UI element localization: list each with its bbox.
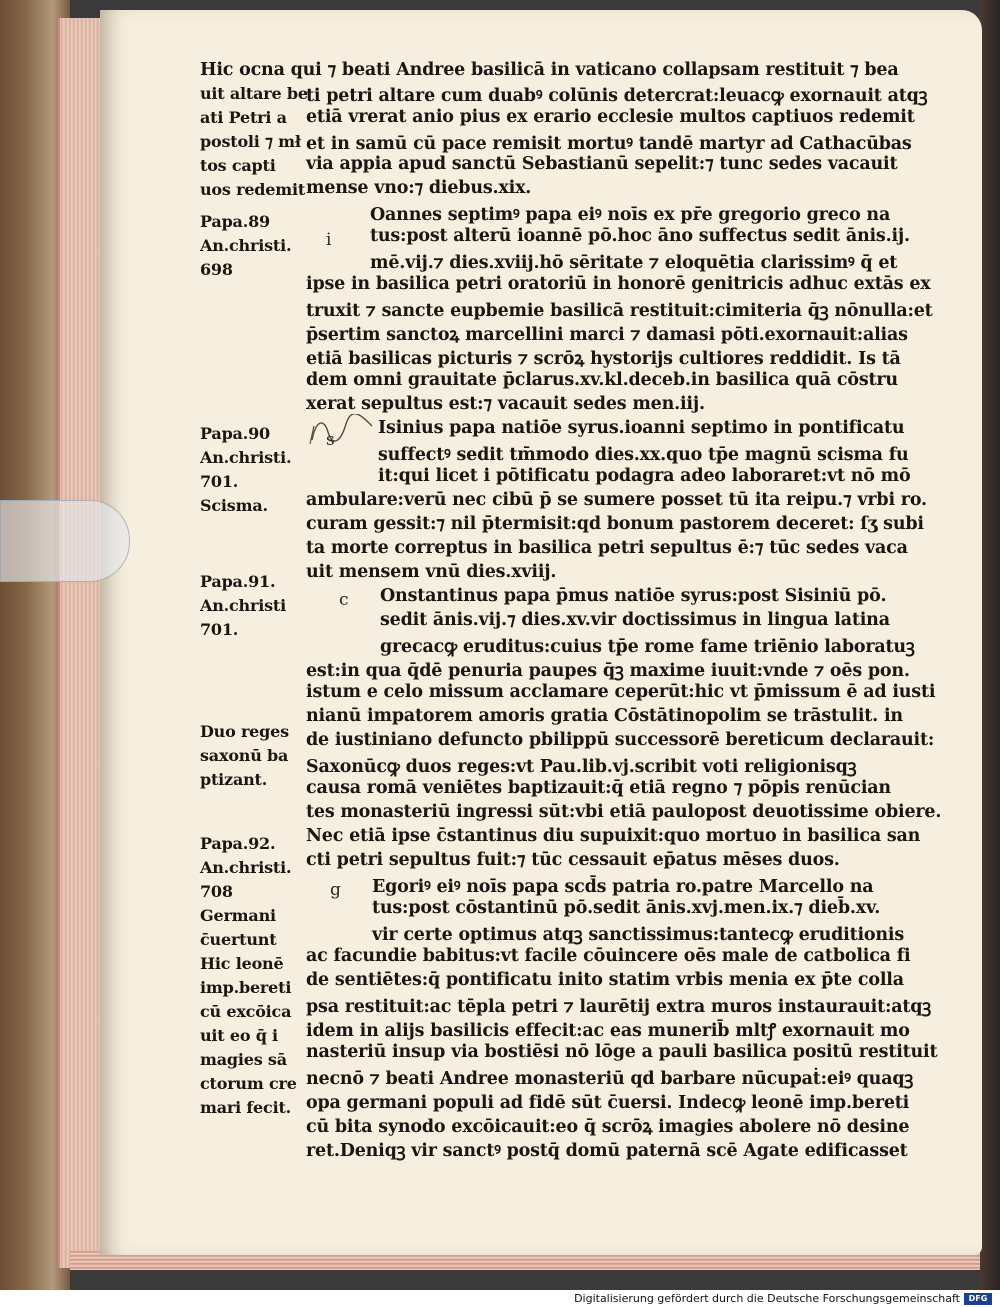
text-line: ac facundie babitus:vt facile cōuincere oēs male de catbolica fi [306,946,911,966]
margin-note: postoli ⁊ mł [200,132,301,151]
text-line: de iustiniano defuncto pbilippū successorē bereticum declarauit: [306,730,935,750]
initial-guide-letter: c [339,590,349,610]
margin-note: ptizant. [200,770,268,789]
text-line: sedit ānis.vij.⁊ dies.xv.vir doctissimus in lingua latina [380,610,890,630]
margin-note: magies sā [200,1050,287,1069]
text-line: Nec etiā ipse c̄stantinus diu supuixit:quo mortuo in basilica san [306,826,921,846]
text-line: psa restituit:ac tēpla petri ⁊ laurētij extra muros instaurauit:atqꝫ [306,997,932,1017]
margin-note: Scisma. [200,496,268,515]
text-line: Isinius papa natiōe syrus.ioanni septimo in pontificatu [378,418,905,438]
text-line: cti petri sepultus fuit:⁊ tūc cessauit ep̄atus mēses duos. [306,850,840,870]
text-line: it:qui licet i pōtificatu podagra adeo laboraret:vt nō mō [378,466,911,486]
margin-note: uit altare be [200,84,308,103]
text-line: et in samū cū pace remisit mortuꝰ tandē martyr ad Cathacūbas [306,134,912,154]
initial-guide-letter: i [326,230,332,250]
text-line: causa romā veniētes baptizauit:q̄ etiā regno ⁊ pōpis renūcian [306,778,891,798]
text-line: Hic ocna qui ⁊ beati Andree basilicā in vaticano collapsam restituit ⁊ bea [200,60,899,80]
margin-note: 698 [200,260,233,279]
initial-guide-letter: g [330,880,341,900]
text-line: etiā vrerat anio pius ex erario ecclesie multos captiuos redemit [306,107,915,127]
text-line: nianū impatorem amoris gratia Cōstātinopolim se trāstulit. in [306,706,903,726]
margin-note: 701. [200,472,239,491]
text-line: etiā basilicas picturis ⁊ scrōꝝ hystorijs cultiores reddidit. Is tā [306,349,901,369]
text-line: tus:post cōstantinū pō.sedit ānis.xvj.men.ix.⁊ dieb̄.xv. [372,898,881,918]
margin-note: Duo reges [200,722,289,741]
text-line: p̄sertim sanctoꝝ marcellini marci ⁊ damasi pōti.exornauit:alias [306,325,908,345]
margin-note: tos capti [200,156,276,175]
text-line: Saxonūcꝙ duos reges:vt Pau.lib.vj.scribit voti religionisqꝫ [306,757,857,777]
text-line: xerat sepultus est:⁊ vacauit sedes men.iij. [306,394,705,414]
text-line: suffectꝰ sedit tm̄modo dies.xx.quo tp̄e magnū scisma fu [378,445,909,465]
text-line: opa germani populi ad fidē sūt c̄uersi. Indecꝙ leonē imp.bereti [306,1093,910,1113]
text-line: via appia apud sanctū Sebastianū sepelit:⁊ tunc sedes vacauit [306,154,898,174]
text-line: curam gessit:⁊ nil p̄termisit:qd bonum pastorem deceret: ſʒ subi [306,514,924,534]
margin-note: saxonū ba [200,746,289,765]
text-line: ti petri altare cum duabꝰ colūnis detercrat:leuacꝙ exornauit atqꝫ [306,86,928,106]
funding-notice: Digitalisierung gefördert durch die Deutsche Forschungsgemeinschaft [574,1292,960,1305]
handwritten-mark [306,414,376,450]
margin-note: An.christi. [200,236,292,255]
text-line: ipse in basilica petri oratoriū in honorē genitricis adhuc extās ex [306,274,931,294]
text-line: Egoriꝰ eiꝰ noīs papa scd̄s patria ro.patre Marcello na [372,877,874,897]
margin-note: cū excōica [200,1002,292,1021]
dfg-logo: DFG [964,1293,992,1305]
text-line: cū bita synodo excōicauit:eo q̄ scrōꝝ imagies abolere nō desine [306,1117,910,1137]
margin-note: Papa.89 [200,212,270,231]
text-line: mē.vij.⁊ dies.xviij.hō sēritate ⁊ eloquētia clarissimꝰ q̄ et [370,253,898,273]
text-line: uit mensem vnū dies.xviij. [306,562,557,582]
text-line: nasteriū insup via bostiēsi nō lōge a pauli basilica positū restituit [306,1042,938,1062]
text-line: grecacꝙ eruditus:cuius tp̄e rome fame triēnio laboratuꝫ [380,637,915,657]
text-line: Onstantinus papa p̄mus natiōe syrus:post Sisiniū pō. [380,586,887,606]
text-line: dem omni grauitate p̄clarus.xv.kl.deceb.in basilica quā cōstru [306,370,898,390]
margin-note: An.christi [200,596,286,615]
margin-note: 701. [200,620,239,639]
margin-note: An.christi. [200,448,292,467]
margin-note: mari fecit. [200,1098,292,1117]
book-cover-right [980,0,1000,1290]
margin-note: Papa.92. [200,834,276,853]
margin-note: Papa.90 [200,424,270,443]
margin-note: An.christi. [200,858,292,877]
text-line: ta morte correptus in basilica petri sepultus ē:⁊ tūc sedes vaca [306,538,908,558]
margin-note: ati Petri a [200,108,287,127]
text-line: ambulare:verū nec cibū p̄ se sumere posset tū ita reipu.⁊ vrbi ro. [306,490,927,510]
text-line: de sentiētes:q̄ pontificatu inito statim vrbis menia ex p̄te colla [306,970,904,990]
margin-note: uit eo q̄ i [200,1026,278,1045]
margin-note: ctorum cre [200,1074,297,1093]
text-line: mense vno:⁊ diebus.xix. [306,178,532,198]
margin-note: c̄uertunt [200,930,277,949]
text-line: idem in alijs basilicis effecit:ac eas munerib̄ mltꝭ exornauit mo [306,1021,910,1041]
margin-note: Hic leonē [200,954,284,973]
text-line: vir certe optimus atqꝫ sanctissimus:tantecꝙ eruditionis [372,925,905,945]
margin-note: imp.bereti [200,978,292,997]
text-line: Oannes septimꝰ papa eiꝰ noīs ex pr̄e gregorio greco na [370,205,891,225]
text-line: tes monasteriū ingressi sūt:vbi etiā paulopost deuotissime obiere. [306,802,942,822]
margin-note: uos redemit [200,180,306,199]
text-line: necnō ⁊ beati Andree monasteriū qd barbare nūcupaṫ:eiꝰ quaqꝫ [306,1069,914,1089]
text-line: tus:post alterū ioannē pō.hoc āno suffectus sedit ānis.ij. [370,226,910,246]
text-line: istum e celo missum acclamare ceperūt:hic vt p̄missum ē ad iusti [306,682,936,702]
margin-note: 708 [200,882,233,901]
text-line: truxit ⁊ sancte eupbemie basilicā restituit:cimiteria q̄ꝫ nōnulla:et [306,301,933,321]
text-line: est:in qua q̄dē penuria paupes q̄ꝫ maxime iuuit:vnde ⁊ oēs pon. [306,661,910,681]
margin-note: Papa.91. [200,572,276,591]
margin-note: Germani [200,906,276,925]
initial-guide-letter: s [326,430,335,450]
text-line: ret.Deniqꝫ vir sanctꝰ postq̄ domū paternā scē Agate edificasset [306,1141,908,1161]
clip-tab [0,500,130,582]
